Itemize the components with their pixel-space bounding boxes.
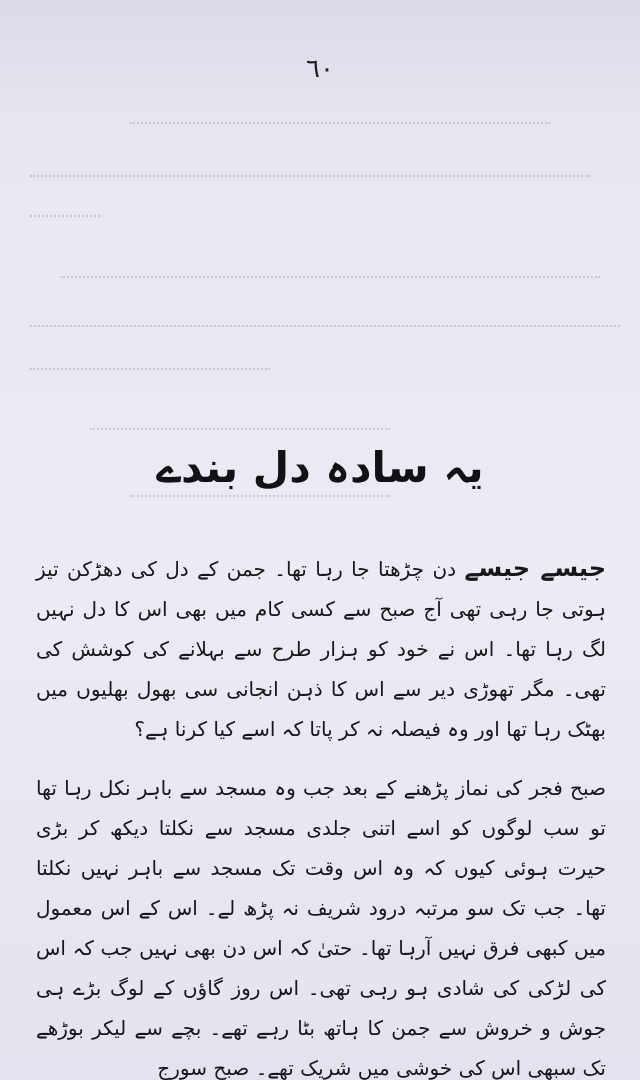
paragraph-1 (36, 548, 606, 749)
paragraph-text: صبح فجر کی نماز پڑھنے کے بعد جب وہ مسجد سے باہر نکل رہا تھا تو سب لوگوں کو اسے اتنی جلدی مسجد سے نکلتا دیکھ کر بڑی حیرت ہوئی کیوں کہ وہ اس وقت تک مسجد سے باہر نہیں نکلتا تھا۔ جب تک سو مرتبہ درود شریف نہ پڑھ لے۔ اس کے اس معمول میں کبھی فرق نہیں آرہا تھا۔ حتیٰ کہ اس دن بھی نہیں جب کہ اس کی لڑکی کی شادی ہو رہی تھی۔ اس روز گاؤں کے لوگ بڑے ہی جوش و خروش سے جمن کا ہاتھ بٹا رہے تھے۔ بچے سے لیکر بوڑھے تک سبھی اس کی خوشی میں شریک تھے۔ صبح سورج (36, 776, 606, 1080)
bleed-through-line (0, 358, 640, 388)
page-number: ٦٠ (306, 54, 334, 84)
bleed-through-line (0, 205, 640, 235)
bleed-through-line (0, 266, 640, 296)
bleed-through-line (0, 165, 640, 195)
paragraph-2 (36, 768, 606, 1080)
bleed-through-line (0, 112, 640, 142)
paragraph-text: دن چڑھتا جا رہا تھا۔ جمن کے دل کی دھڑکن تیز ہوتی جا رہی تھی آج صبح سے کسی کام میں بھی اس کا دل نہیں لگ رہا تھا۔ اس نے خود کو ہزار طرح سے بہلانے کی کوشش کی تھی۔ مگر تھوڑی دیر سے اس کا ذہن انجانی سی بھول بھلیوں میں بھٹک رہا تھا اور وہ فیصلہ نہ کر پاتا کہ اسے کیا کرنا ہے؟ (36, 557, 606, 741)
chapter-title: یہ سادہ دل بندے (156, 443, 484, 492)
paragraph-lead-words: جیسے جیسے (464, 554, 607, 582)
bleed-through-line (0, 315, 640, 345)
